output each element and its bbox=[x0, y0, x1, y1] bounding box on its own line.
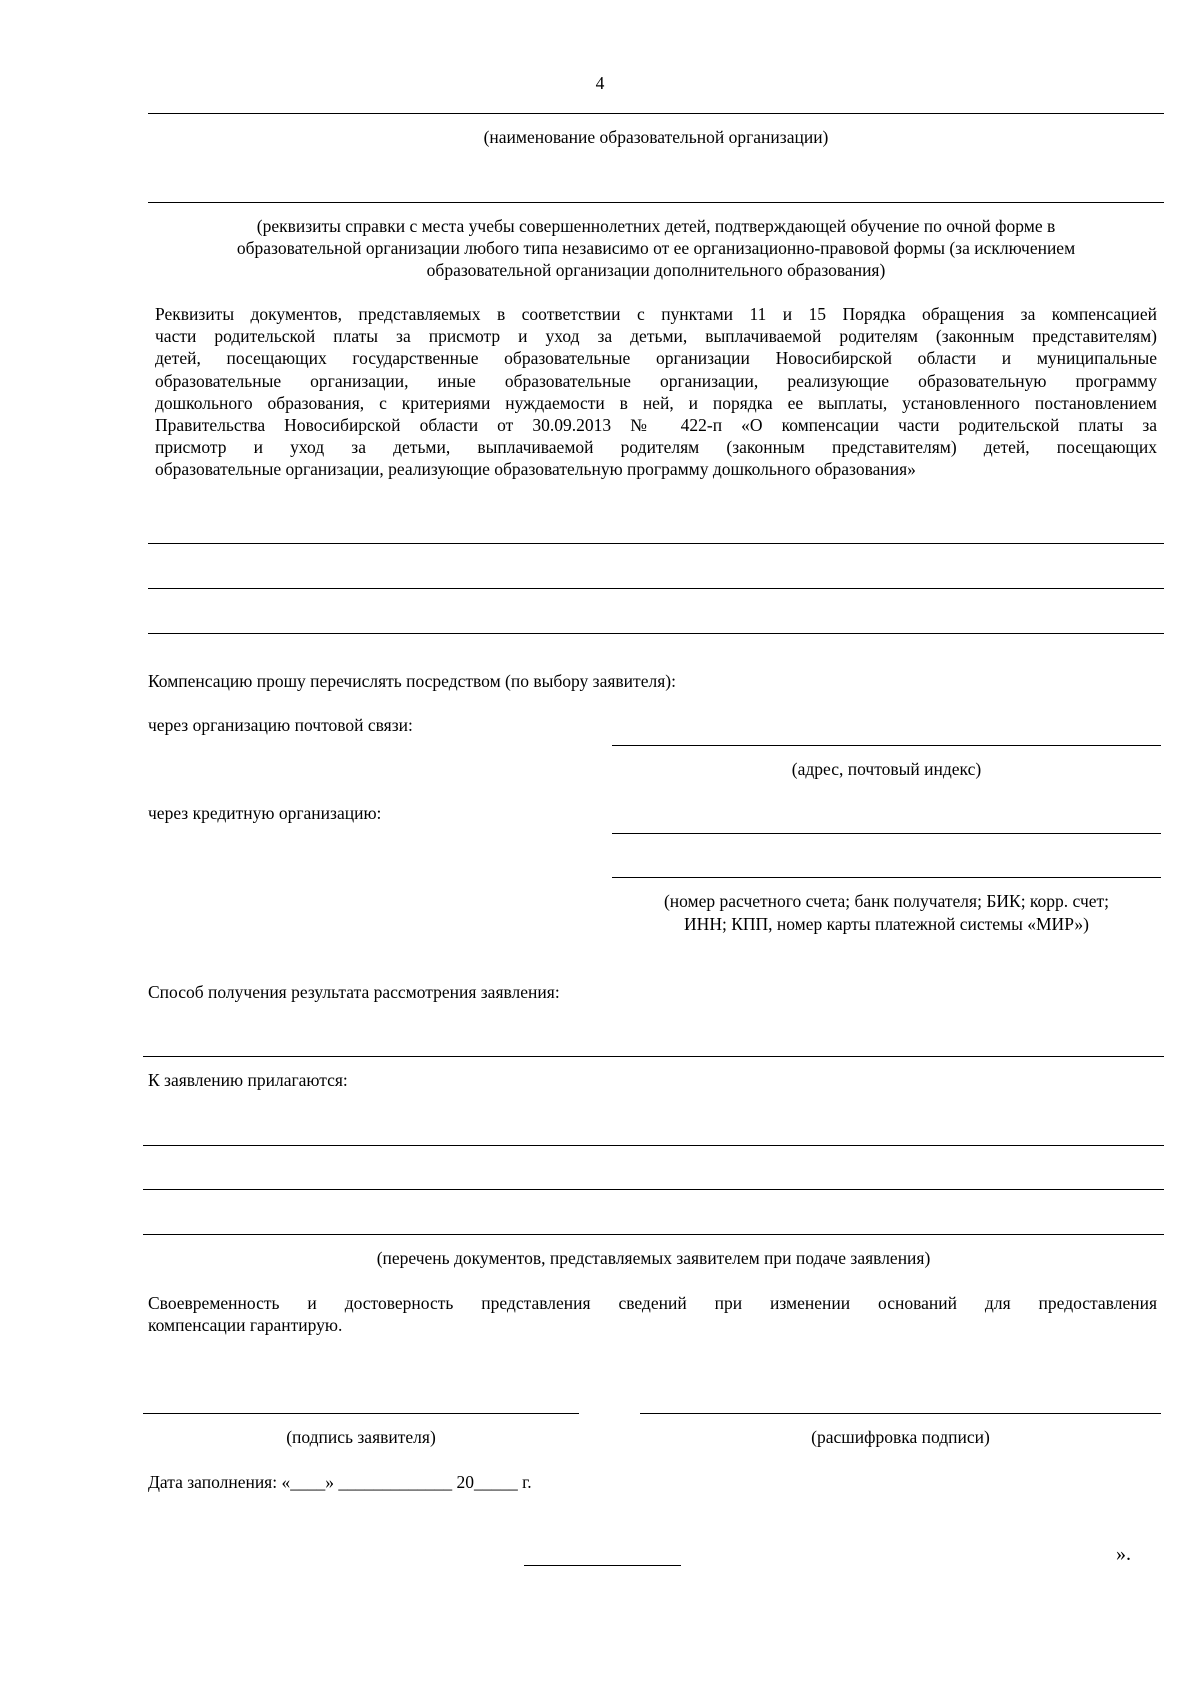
documents-paragraph-line: части родительской платы за присмотр и уход за детьми, выплачиваемой родителям (законным представителям) bbox=[155, 326, 1157, 347]
documents-paragraph-line: дошкольного образования, с критериями нуждаемости в ней, и порядка ее выплаты, установленного постановлением bbox=[155, 392, 1157, 413]
study-certificate-caption-line-1: (реквизиты справки с места учебы совершеннолетних детей, подтверждающей обучение по очной форме в bbox=[256, 216, 1056, 236]
org-name-field[interactable] bbox=[148, 113, 1164, 114]
attachments-field[interactable] bbox=[143, 1234, 1164, 1235]
documents-paragraph-line: присмотр и уход за детьми, выплачиваемой родителям (законным представителям) детей, посещающих bbox=[155, 437, 1157, 458]
result-method-label: Способ получения результата рассмотрения заявления: bbox=[148, 982, 560, 1002]
documents-details-field[interactable] bbox=[148, 588, 1164, 589]
payment-intro: Компенсацию прошу перечислять посредством (по выбору заявителя): bbox=[148, 671, 676, 691]
documents-paragraph-line: Реквизиты документов, представляемых в соответствии с пунктами 11 и 15 Порядка обращения за компенсацией bbox=[155, 304, 1157, 324]
page-number: 4 bbox=[595, 73, 605, 93]
signature-field[interactable] bbox=[143, 1413, 579, 1414]
study-certificate-caption-line-3: образовательной организации дополнительного образования) bbox=[426, 260, 886, 280]
documents-paragraph-line: образовательные организации, реализующие образовательную программу дошкольного образования» bbox=[155, 459, 916, 480]
attachments-field[interactable] bbox=[143, 1145, 1164, 1146]
attachments-field[interactable] bbox=[143, 1189, 1164, 1190]
documents-details-field[interactable] bbox=[148, 633, 1164, 634]
study-certificate-caption-line-2: образовательной организации любого типа независимо от ее организационно-правовой формы (за исключением bbox=[236, 238, 1076, 258]
closing-mark: ». bbox=[1116, 1543, 1131, 1565]
org-name-caption: (наименование образовательной организации) bbox=[483, 127, 829, 147]
documents-paragraph-line: образовательные организации, иные образовательные организации, реализующие образовательную программу bbox=[155, 370, 1157, 391]
bank-caption-line-2: ИНН; КПП, номер карты платежной системы «МИР») bbox=[684, 914, 1089, 934]
postal-label: через организацию почтовой связи: bbox=[148, 715, 413, 735]
closing-separator bbox=[524, 1565, 681, 1566]
postal-address-field[interactable] bbox=[612, 745, 1161, 746]
result-method-field[interactable] bbox=[143, 1056, 1164, 1057]
signature-decoding-field[interactable] bbox=[640, 1413, 1161, 1414]
bank-details-field[interactable] bbox=[612, 877, 1161, 878]
documents-paragraph-line: Правительства Новосибирской области от 30.09.2013 № 422-п «О компенсации части родительской платы за bbox=[155, 415, 1157, 436]
bank-caption-line-1: (номер расчетного счета; банк получателя; БИК; корр. счет; bbox=[663, 891, 1110, 911]
attachments-caption: (перечень документов, представляемых заявителем при подаче заявления) bbox=[376, 1248, 931, 1268]
guarantee-paragraph bbox=[148, 1292, 1157, 1336]
signature-decoding-caption: (расшифровка подписи) bbox=[811, 1427, 990, 1447]
guarantee-line: Своевременность и достоверность представления сведений при изменении оснований для предоставления bbox=[148, 1293, 1157, 1313]
guarantee-line: компенсации гарантирую. bbox=[148, 1315, 343, 1336]
study-certificate-field[interactable] bbox=[148, 202, 1164, 203]
attachments-label: К заявлению прилагаются: bbox=[148, 1070, 348, 1090]
bank-label: через кредитную организацию: bbox=[148, 803, 382, 823]
signature-caption: (подпись заявителя) bbox=[286, 1427, 436, 1447]
date-line[interactable]: Дата заполнения: «____» _____________ 20_____ г. bbox=[148, 1472, 532, 1492]
postal-caption: (адрес, почтовый индекс) bbox=[791, 759, 982, 779]
documents-paragraph bbox=[155, 303, 1157, 481]
documents-details-field[interactable] bbox=[148, 543, 1164, 544]
bank-details-field[interactable] bbox=[612, 833, 1161, 834]
documents-paragraph-line: детей, посещающих государственные образовательные организации Новосибирской области и муниципальные bbox=[155, 348, 1157, 369]
